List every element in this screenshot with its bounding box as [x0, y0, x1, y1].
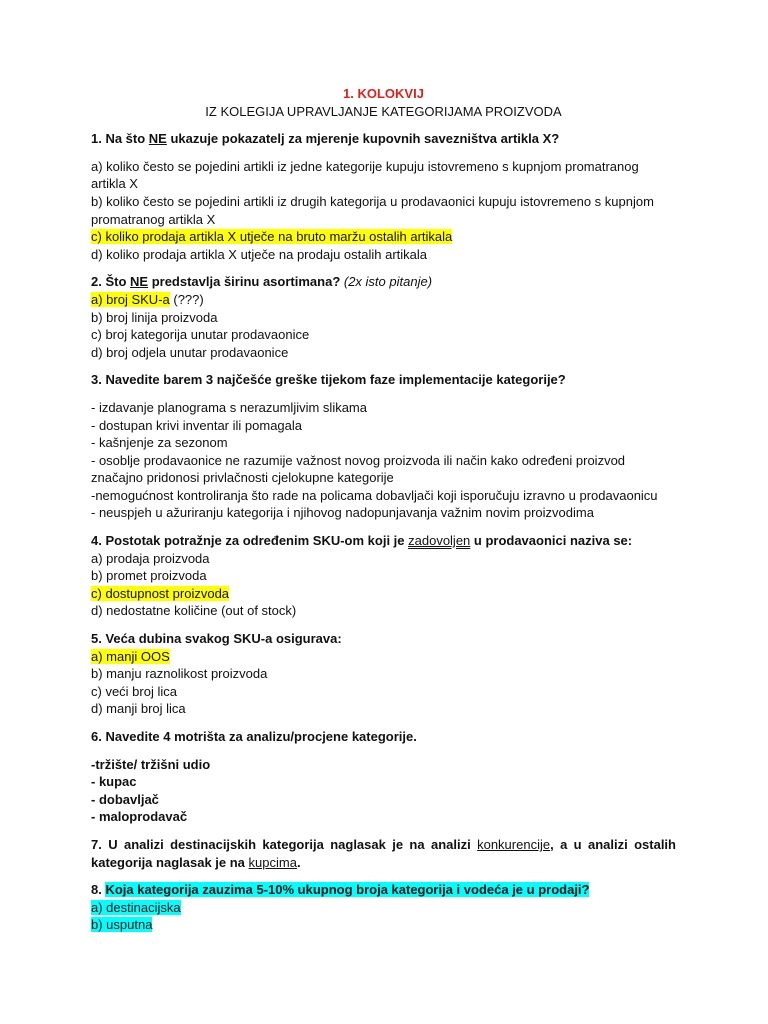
- q7-underlined-konkurencije: konkurencije: [477, 836, 551, 852]
- q7-underlined-kupcima: kupcima: [248, 854, 297, 870]
- answer-8a-correct: a) destinacijska: [91, 899, 181, 915]
- answers-8: [91, 899, 676, 934]
- answer-5d: d) manji broj lica: [91, 701, 186, 717]
- answer-5b: b) manju raznolikost proizvoda: [91, 666, 268, 682]
- answer-5c: c) veći broj lica: [91, 683, 177, 699]
- q1-text: ukazuje pokazatelj za mjerenje kupovnih savezništva artikla X?: [166, 131, 560, 147]
- document-content: [91, 85, 676, 934]
- q2-note: (2x isto pitanje): [343, 274, 433, 290]
- question-4: [91, 532, 676, 550]
- q7-text-start: 7. U analizi destinacijskih kategorija naglasak je na analizi: [91, 836, 478, 852]
- document-title: 1. KOLOKVIJ: [343, 86, 424, 101]
- answer-1b-line1: b) koliko često se pojedini artikli iz drugih kategorija u prodavaonici kupuju istovremeno s kupnjom: [91, 193, 654, 209]
- question-7: [91, 836, 676, 871]
- answer-6-item2: - kupac: [91, 774, 137, 790]
- question-1: [91, 130, 676, 148]
- answer-2c: c) broj kategorija unutar prodavaonice: [91, 327, 310, 343]
- q2-text: predstavlja širinu asortimana?: [148, 274, 344, 290]
- answer-3-item6: - neuspjeh u ažuriranju kategorija i njihovog nadopunjavanja važnim novim proizvodima: [91, 505, 594, 521]
- answer-2a-note: (???): [169, 291, 204, 307]
- question-2: [91, 273, 676, 291]
- q2-ne: NE: [130, 274, 149, 290]
- answer-2d: d) broj odjela unutar prodavaonice: [91, 344, 289, 360]
- answer-3-item3: - kašnjenje za sezonom: [91, 435, 228, 451]
- q8-text-highlighted: Koja kategorija zauzima 5-10% ukupnog broja kategorija i vodeća je u prodaji?: [105, 882, 590, 898]
- answer-6-item3: - dobavljač: [91, 791, 159, 807]
- answer-1c-correct: c) koliko prodaja artikla X utječe na bruto maržu ostalih artikala: [91, 229, 453, 245]
- answer-6-item1: -tržište/ tržišni udio: [91, 756, 211, 772]
- answer-1a-line1: a) koliko često se pojedini artikli iz jedne kategorije kupuju istovremeno s kupnjom promatranog: [91, 158, 639, 174]
- answers-5: [91, 648, 676, 718]
- answer-8b: b) usputna: [91, 917, 153, 933]
- answer-3-item2: - dostupan krivi inventar ili pomagala: [91, 417, 302, 433]
- answer-4b: b) promet proizvoda: [91, 568, 207, 584]
- document-subtitle: IZ KOLEGIJA UPRAVLJANJE KATEGORIJAMA PROIZVODA: [205, 103, 562, 119]
- question-5: 5. Veća dubina svakog SKU-a osigurava:: [91, 631, 342, 647]
- q8-number: 8.: [91, 882, 106, 898]
- answers-1: [91, 158, 676, 264]
- answer-5a-correct: a) manji OOS: [91, 648, 170, 664]
- answer-3-item4-line2: značajno pridonosi privlačnosti cjelokupne kategorije: [91, 470, 394, 486]
- answer-3-item4-line1: - osoblje prodavaonice ne razumije važnost novog proizvoda ili način kako određeni proizvod: [91, 452, 626, 468]
- q4-underlined-word: zadovoljen: [408, 533, 471, 549]
- answers-3: [91, 399, 676, 522]
- question-8: [91, 881, 676, 899]
- answer-2b: b) broj linija proizvoda: [91, 309, 218, 325]
- answers-4: [91, 550, 676, 620]
- answer-4d: d) nedostatne količine (out of stock): [91, 603, 297, 619]
- q1-ne: NE: [148, 131, 167, 147]
- answer-2a-correct: a) broj SKU-a: [91, 291, 170, 307]
- answer-6-item4: - maloprodavač: [91, 809, 188, 825]
- question-3: 3. Navedite barem 3 najčešće greške tijekom faze implementacije kategorije?: [91, 372, 566, 388]
- question-6: 6. Navedite 4 motrišta za analizu/procjene kategorije.: [91, 729, 417, 744]
- answer-1a-line2: artikla X: [91, 176, 138, 192]
- answer-1d: d) koliko prodaja artikla X utječe na prodaju ostalih artikala: [91, 246, 428, 262]
- answer-4c-correct: c) dostupnost proizvoda: [91, 585, 230, 601]
- answer-1b-line2: promatranog artikla X: [91, 211, 216, 227]
- q4-text-start: 4. Postotak potražnje za određenim SKU-om koji je: [91, 533, 409, 549]
- answers-6: [91, 756, 676, 826]
- q2-number: 2. Što: [91, 274, 131, 290]
- q1-number: 1. Na što: [91, 131, 149, 147]
- q7-text-end: .: [296, 854, 301, 870]
- q7-text-middle: , a u analizi ostalih kategorija naglasak je na: [91, 836, 676, 870]
- q4-text-end: u prodavaonici naziva se:: [470, 533, 633, 549]
- answers-2: [91, 291, 676, 361]
- answer-3-item1: - izdavanje planograma s nerazumljivim slikama: [91, 399, 367, 415]
- answer-3-item5: -nemogućnost kontroliranja što rade na policama dobavljači koji isporučuju izravno u prodavaonicu: [91, 487, 658, 503]
- answer-4a: a) prodaja proizvoda: [91, 550, 210, 566]
